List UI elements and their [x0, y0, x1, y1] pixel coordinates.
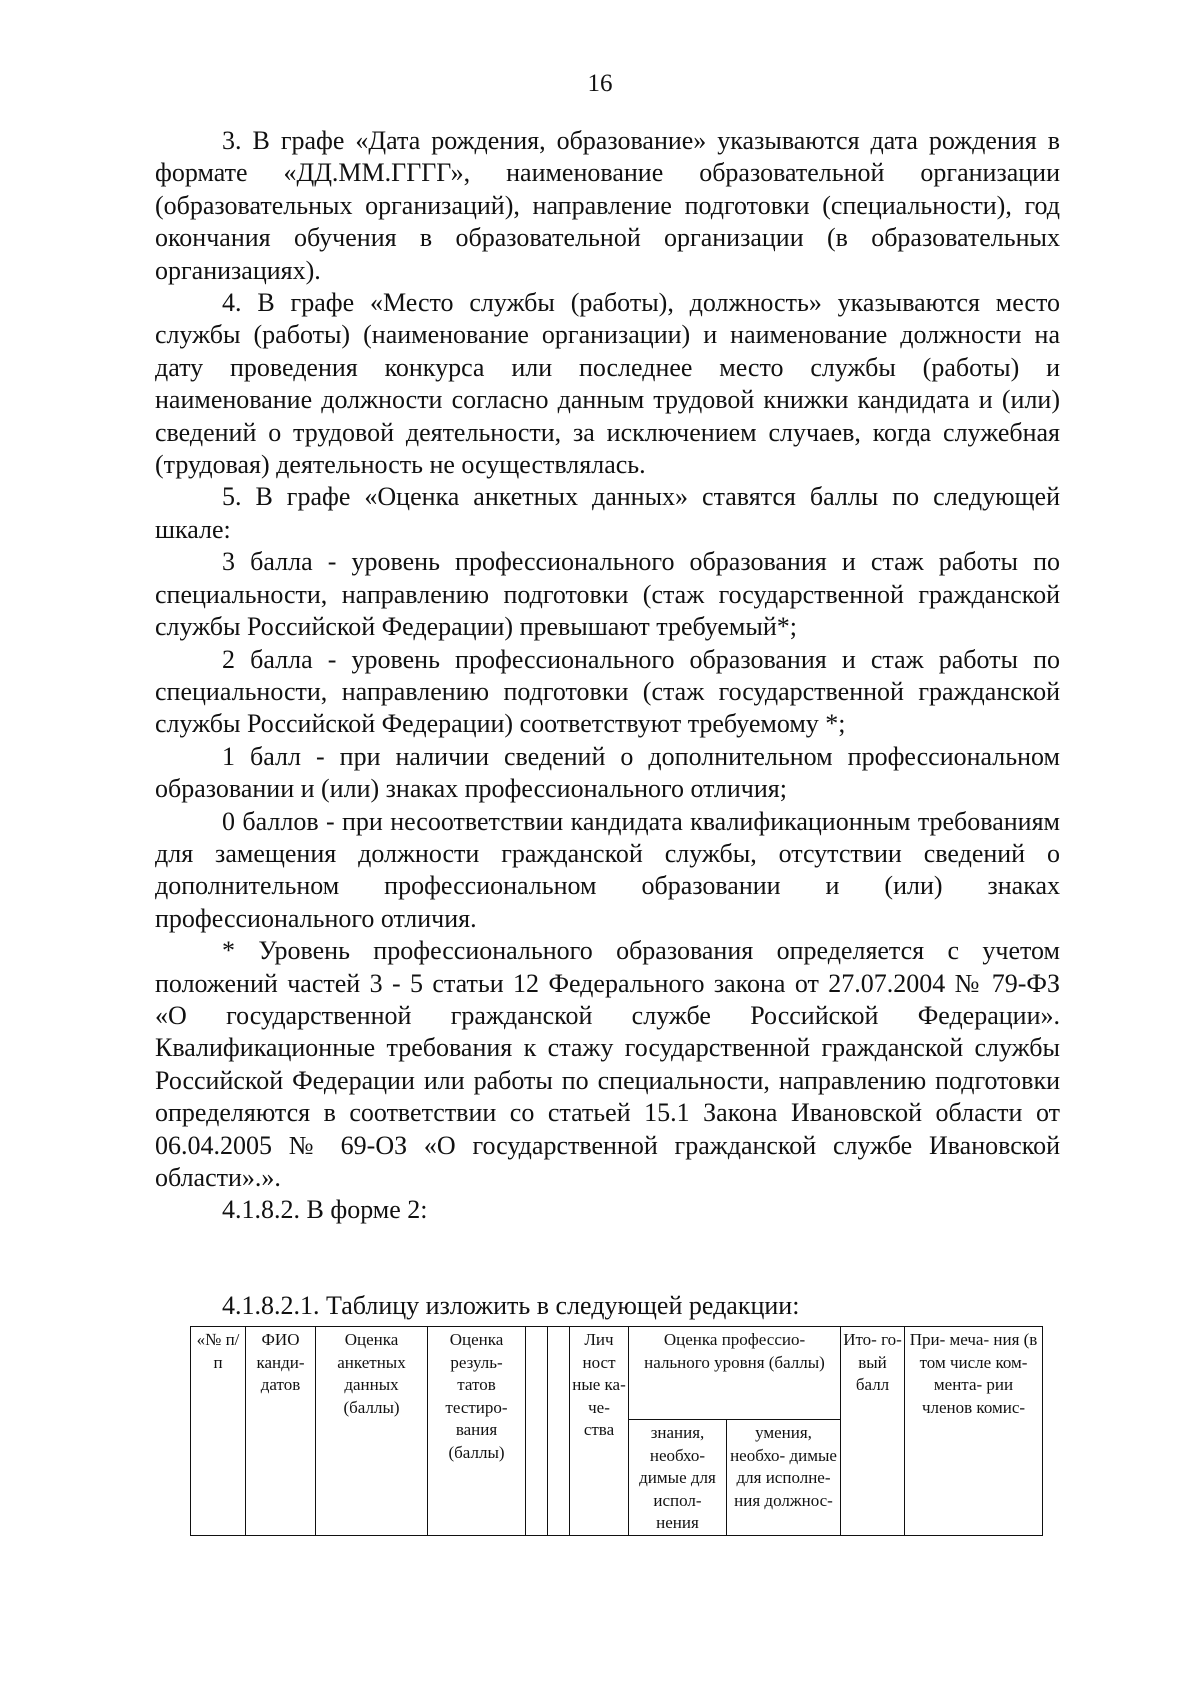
- header-test-score: Оценка резуль- татов тестиро- вания (баллы): [428, 1327, 526, 1536]
- table-caption: 4.1.8.2.1. Таблицу изложить в следующей редакции:: [222, 1291, 800, 1320]
- header-total-score: Ито- го- вый балл: [841, 1327, 905, 1536]
- header-blank-column-1: [526, 1327, 548, 1536]
- header-number: «№ п/п: [191, 1327, 246, 1536]
- header-professional-level: Оценка профессио- нального уровня (баллы): [629, 1327, 841, 1420]
- paragraph-birth-date-education: 3. В графе «Дата рождения, образование» указываются дата рождения в формате «ДД.ММ.ГГГГ», наименование образовательной организации (образовательных организаций), направление подготовки (специальности), год окончания обучения в образовательной организации (в образовательных организациях).: [155, 126, 1060, 285]
- header-notes: При- меча- ния (в том числе ком- мента- рии членов комис-: [905, 1327, 1043, 1536]
- candidates-table: [190, 1326, 1043, 1536]
- header-candidate-name: ФИО канди- датов: [246, 1327, 316, 1536]
- header-professional-knowledge: знания, необхо- димые для испол- нения: [629, 1420, 727, 1536]
- paragraph-score-0: 0 баллов - при несоответствии кандидата квалификационным требованиям для замещения должности гражданской службы, отсутствии сведений о дополнительном профессиональном образовании и (или) знаках профессионального отличия.: [155, 806, 1060, 933]
- paragraph-score-1: 1 балл - при наличии сведений о дополнительном профессиональном образовании и (или) знаках профессионального отличия;: [155, 741, 1060, 804]
- candidates-table-wrap: [190, 1326, 1042, 1536]
- header-blank-column-2: [548, 1327, 570, 1536]
- paragraph-place-of-service: 4. В графе «Место службы (работы), должность» указываются место службы (работы) (наименование организации) и наименование должности на дату проведения конкурса или последнее место службы (работы) и наименование должности согласно данным трудовой книжки кандидата и (или) сведений о трудовой деятельности, за исключением случаев, когда служебная (трудовая) деятельность не осуществлялась.: [155, 288, 1060, 480]
- paragraph-score-3: 3 балла - уровень профессионального образования и стаж работы по специальности, направлению подготовки (стаж государственной гражданской службы Российской Федерации) превышают требуемый*;: [155, 547, 1060, 642]
- header-professional-skills: умения, необхо- димые для исполне- ния должнос-: [727, 1420, 841, 1536]
- paragraph-form-2: 4.1.8.2. В форме 2:: [222, 1195, 428, 1225]
- paragraph-score-2: 2 балла - уровень профессионального образования и стаж работы по специальности, направлению подготовки (стаж государственной гражданской службы Российской Федерации) соответствуют требуемому *;: [155, 644, 1060, 739]
- paragraph-questionnaire-scale: 5. В графе «Оценка анкетных данных» ставятся баллы по следующей шкале:: [155, 482, 1060, 544]
- header-questionnaire-score: Оценка анкетных данных (баллы): [316, 1327, 428, 1536]
- header-personal-qualities: Лич ност ные ка- че- ства: [570, 1327, 629, 1536]
- page-number: 16: [587, 70, 613, 97]
- document-body: [155, 125, 1060, 1227]
- table-header-row: [191, 1327, 1043, 1420]
- paragraph-footnote: * Уровень профессионального образования определяется с учетом положений частей 3 - 5 статьи 12 Федерального закона от 27.07.2004 № 79-ФЗ «О государственной гражданской службе Российской Федерации». Квалификационные требования к стажу государственной гражданской службы Российской Федерации или работы по специальности, направлению подготовки определяются в соответствии со статьей 15.1 Закона Ивановской области от 06.04.2005 № 69-ОЗ «О государственной гражданской службе Ивановской области».».: [155, 936, 1060, 1192]
